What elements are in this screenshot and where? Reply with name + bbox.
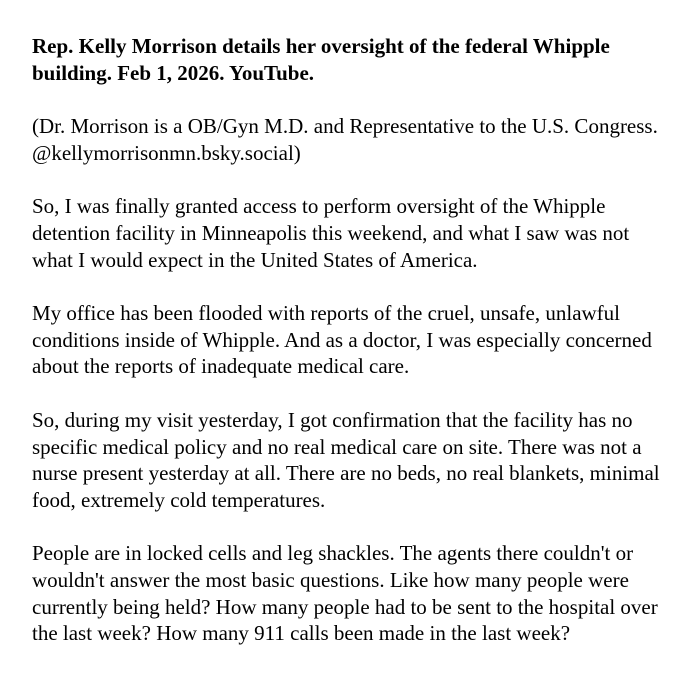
document-title: Rep. Kelly Morrison details her oversight of the federal Whipple building. Feb 1, 2026. YouTube. [32,34,610,85]
paragraph-reports: My office has been flooded with reports of the cruel, unsafe, unlawful conditions inside of Whipple. And as a doctor, I was especially concerned about the reports of inadequate medical care. [32,301,652,379]
paragraph-medical-care: So, during my visit yesterday, I got confirmation that the facility has no specific medical policy and no real medical care on site. There was not a nurse present yesterday at all. There are no beds, no real blankets, minimal food, extremely cold temperatures. [32,407,660,512]
document-body [32,33,662,647]
paragraph-conditions: People are in locked cells and leg shackles. The agents there couldn't or wouldn't answer the most basic questions. Like how many people were currently being held? How many people had to be sent to the hospital over the last week? How many 911 calls been made in the last week? [32,541,658,646]
paragraph-access: So, I was finally granted access to perform oversight of the Whipple detention facility in Minneapolis this weekend, and what I saw was not what I would expect in the United States of America. [32,194,630,272]
paragraph-author-note: (Dr. Morrison is a OB/Gyn M.D. and Representative to the U.S. Congress. @kellymorrisonmn.bsky.social) [32,114,658,165]
